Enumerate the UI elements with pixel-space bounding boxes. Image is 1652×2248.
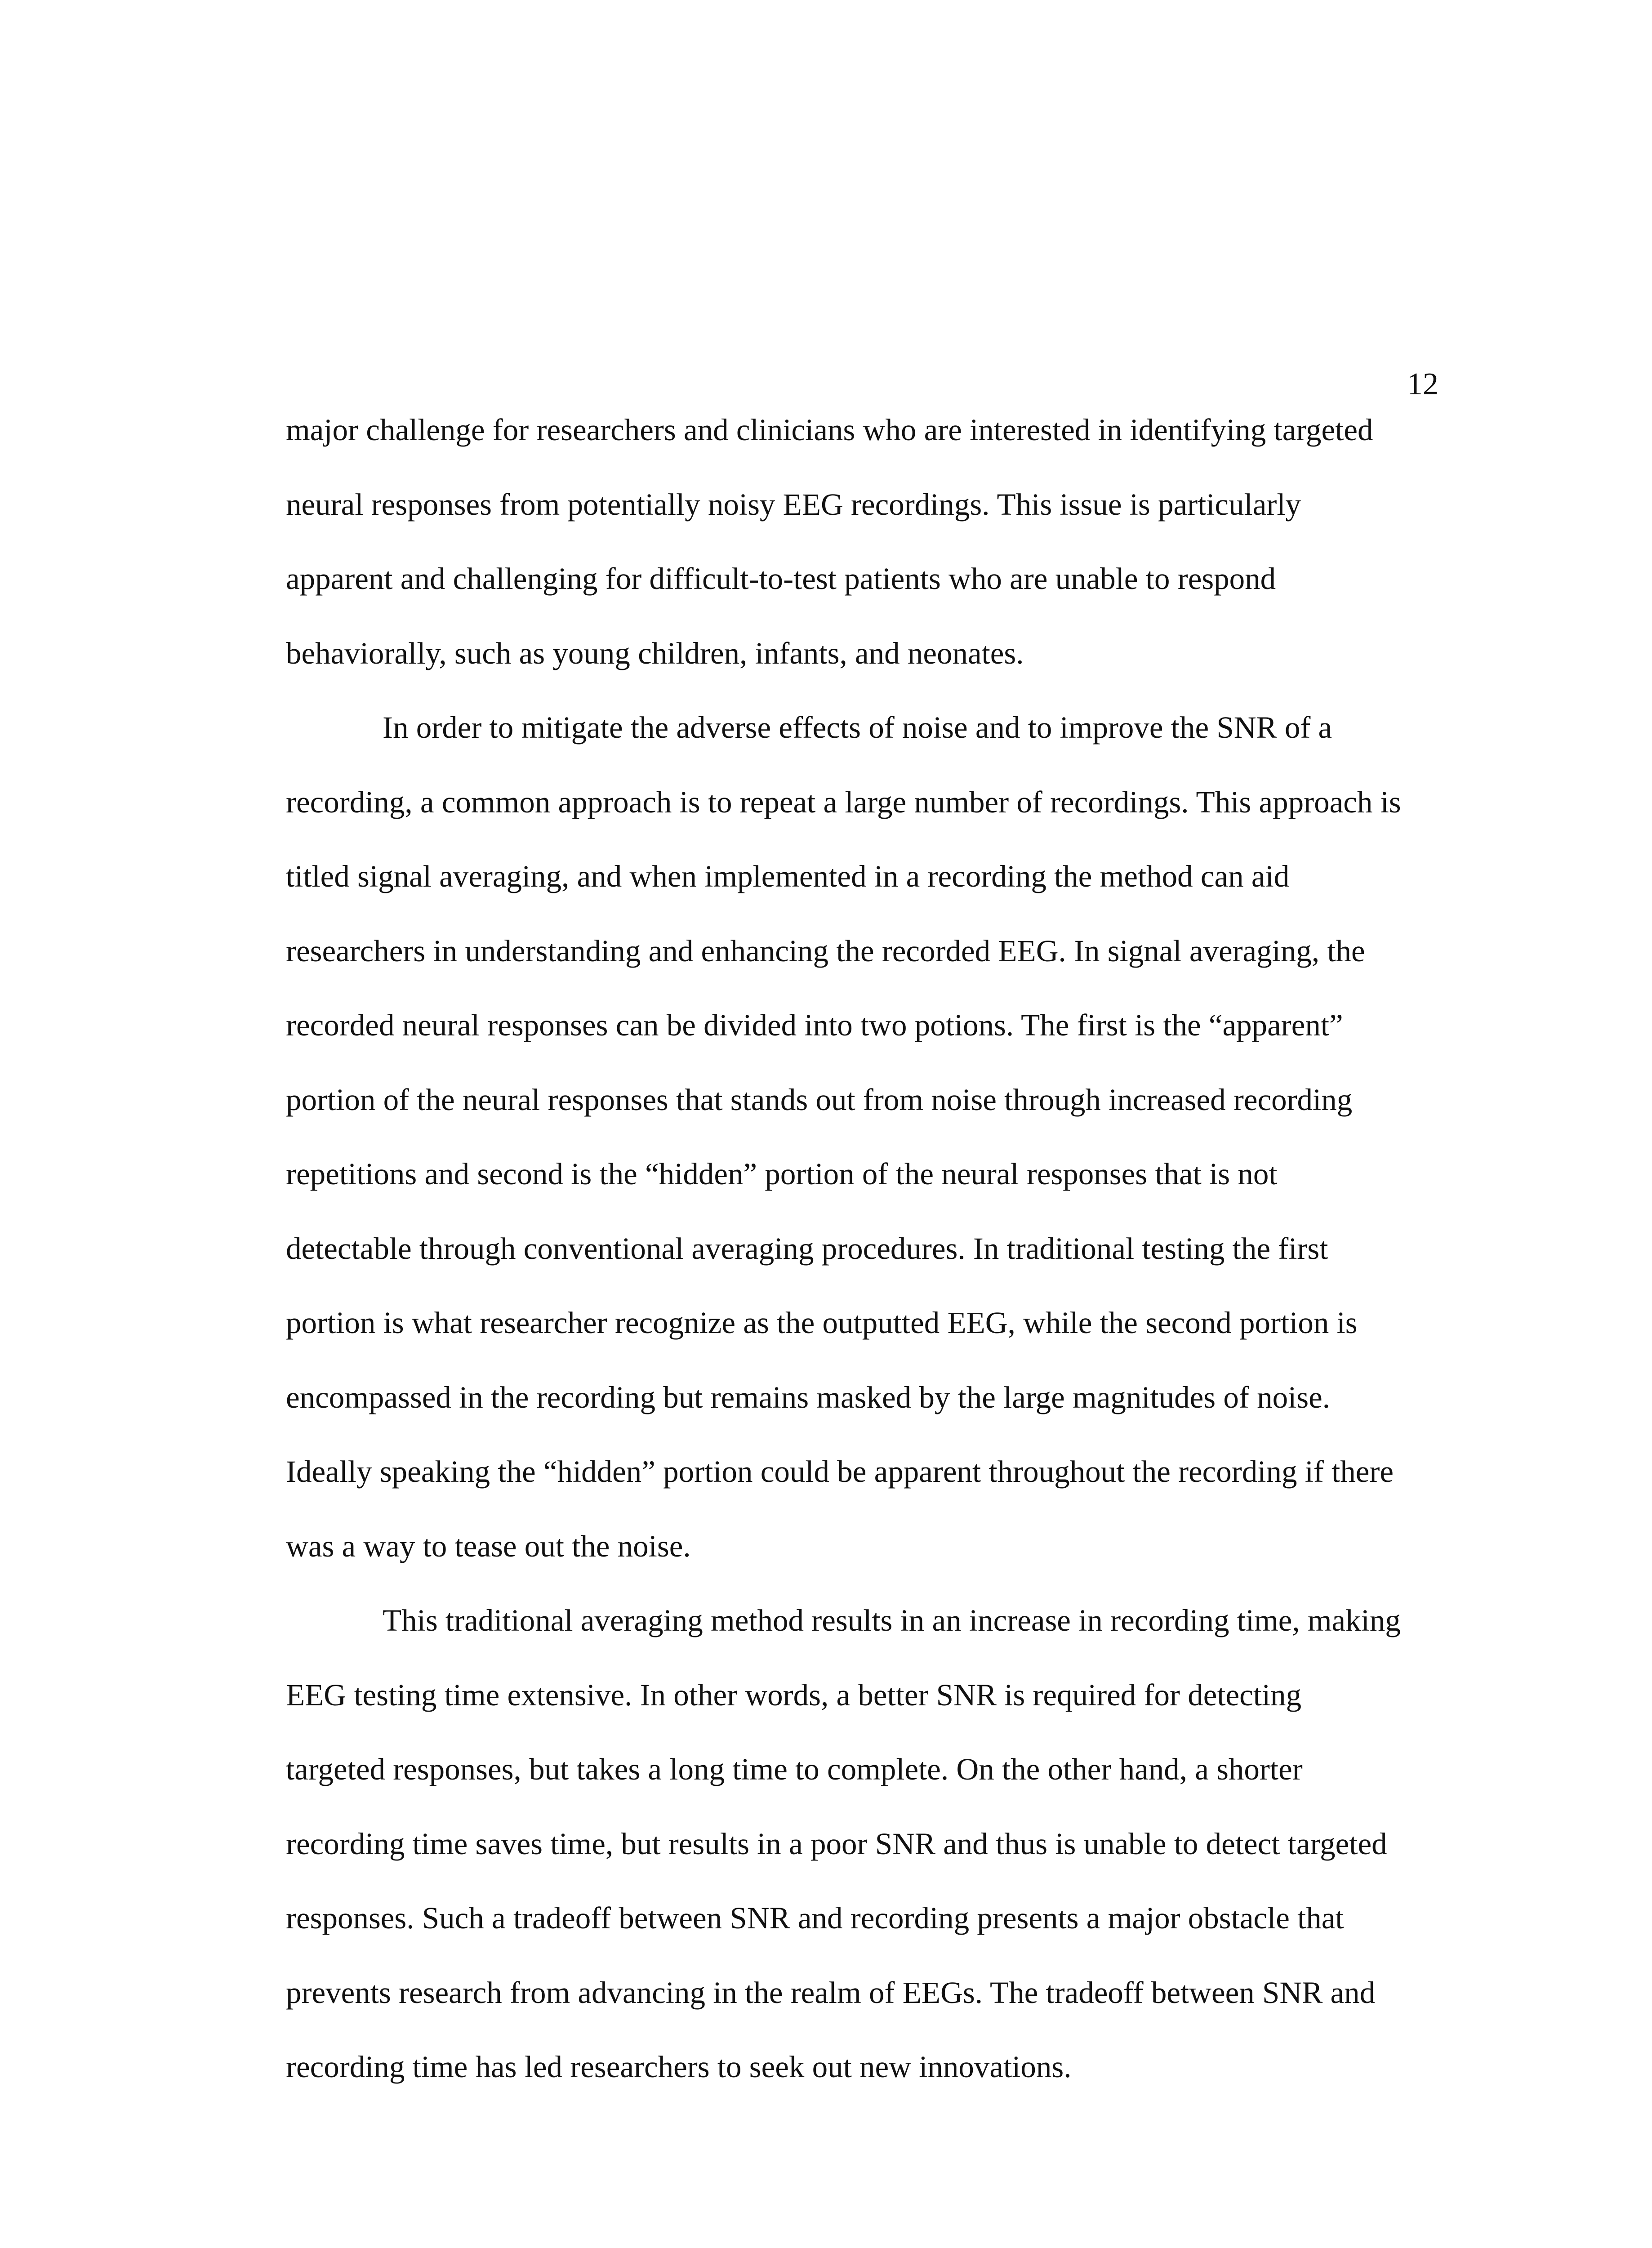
paragraph-1 — [286, 393, 1446, 691]
text-line: recorded neural responses can be divided into two potions. The first is the “apparent” — [286, 1008, 1343, 1042]
text-line: researchers in understanding and enhancing the recorded EEG. In signal averaging, the — [286, 933, 1365, 968]
text-line: repetitions and second is the “hidden” portion of the neural responses that is not — [286, 1157, 1278, 1191]
text-line: Ideally speaking the “hidden” portion could be apparent throughout the recording if there — [286, 1454, 1394, 1489]
text-line: targeted responses, but takes a long time to complete. On the other hand, a shorter — [286, 1752, 1303, 1786]
text-line-indented: In order to mitigate the adverse effects of noise and to improve the SNR of a — [383, 710, 1332, 745]
text-line: recording time saves time, but results in a poor SNR and thus is unable to detect targeted — [286, 1826, 1387, 1861]
text-line: recording, a common approach is to repeat a large number of recordings. This approach is — [286, 785, 1401, 819]
text-line: portion of the neural responses that stands out from noise through increased recording — [286, 1082, 1353, 1117]
text-line: was a way to tease out the noise. — [286, 1529, 691, 1563]
text-line: apparent and challenging for difficult-to-test patients who are unable to respond — [286, 562, 1276, 596]
text-line: portion is what researcher recognize as the outputted EEG, while the second portion is — [286, 1306, 1358, 1340]
page-number: 12 — [1407, 367, 1438, 401]
text-line: prevents research from advancing in the realm of EEGs. The tradeoff between SNR and — [286, 1975, 1376, 2010]
text-line: behaviorally, such as young children, infants, and neonates. — [286, 636, 1024, 670]
text-line: major challenge for researchers and clinicians who are interested in identifying targeted — [286, 413, 1373, 447]
text-line-indented: This traditional averaging method results in an increase in recording time, making — [383, 1603, 1401, 1637]
text-line: recording time has led researchers to seek out new innovations. — [286, 2050, 1072, 2084]
body-text — [286, 393, 1446, 2105]
paragraph-2 — [286, 691, 1446, 1583]
text-line: EEG testing time extensive. In other words, a better SNR is required for detecting — [286, 1677, 1302, 1712]
paragraph-3 — [286, 1583, 1446, 2105]
text-line: titled signal averaging, and when implemented in a recording the method can aid — [286, 859, 1290, 893]
text-line: neural responses from potentially noisy EEG recordings. This issue is particularly — [286, 487, 1301, 522]
text-line: detectable through conventional averaging procedures. In traditional testing the first — [286, 1231, 1328, 1266]
text-line: encompassed in the recording but remains masked by the large magnitudes of noise. — [286, 1380, 1331, 1414]
text-line: responses. Such a tradeoff between SNR and recording presents a major obstacle that — [286, 1901, 1344, 1935]
